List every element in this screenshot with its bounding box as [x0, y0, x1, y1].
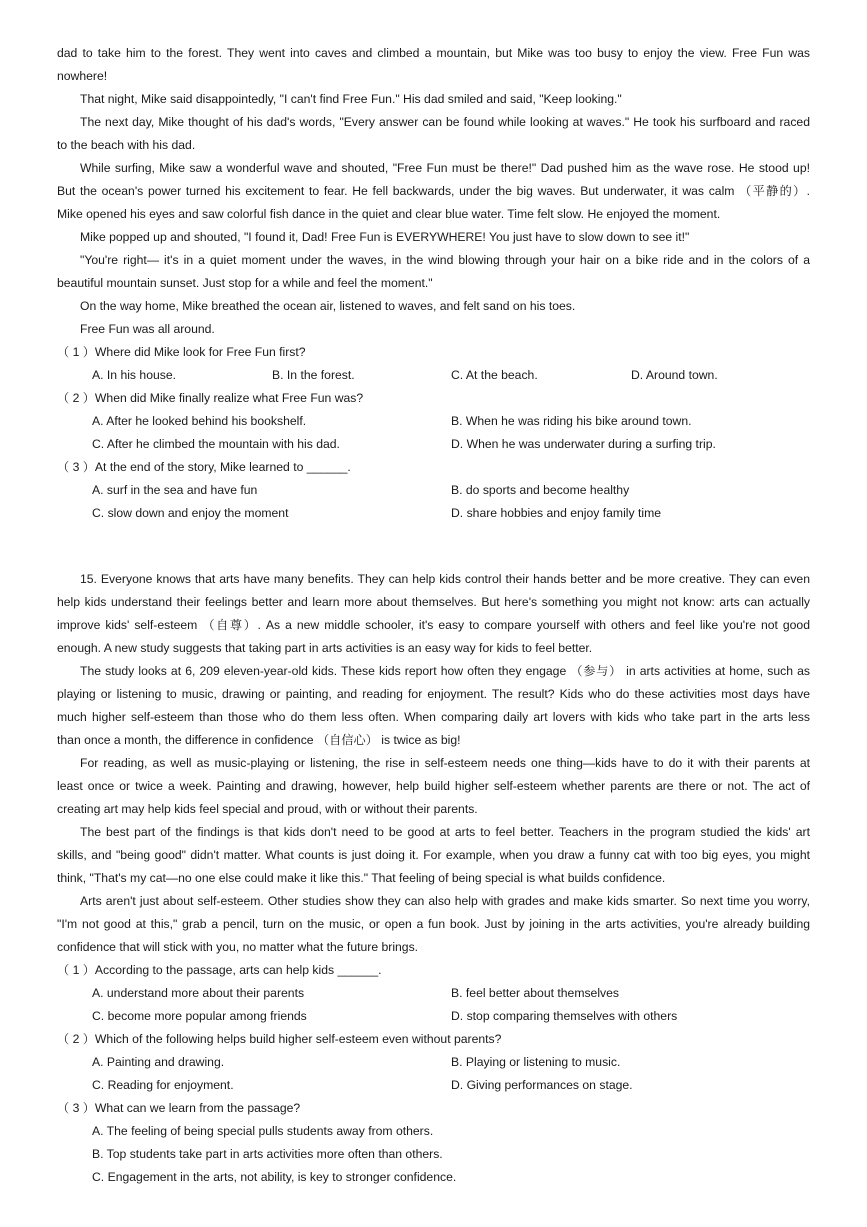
story-line: But the ocean's power turned his excitement to fear. He fell backwards, under the big waves. But underwater, it was calm （平静的）. — [57, 184, 810, 198]
passage-line: improve kids' self-esteem （自尊）. As a new middle schooler, it's easy to compare yourself with others and feel like you're not good — [57, 618, 810, 632]
passage-line: least once or twice a week. Painting and drawing, however, help build higher self-esteem whether parents are there or not. The act of — [57, 779, 810, 793]
question-stem: （ 2 ）When did Mike finally realize what Free Fun was? — [57, 391, 364, 405]
option-c[interactable]: C. slow down and enjoy the moment — [92, 506, 289, 520]
passage-line: The best part of the findings is that kids don't need to be good at arts to feel better. Teachers in the program studied the kids' art — [80, 825, 810, 839]
option-d[interactable]: D. When he was underwater during a surfing trip. — [451, 437, 716, 451]
option-d[interactable]: D. stop comparing themselves with others — [451, 1009, 678, 1023]
option-a[interactable]: A. In his house. — [92, 368, 177, 382]
passage-line: help kids understand their feelings better and learn more about themselves. But here's something you might not know: arts can actually — [57, 595, 810, 609]
story-line: That night, Mike said disappointedly, "I can't find Free Fun." His dad smiled and said, "Keep looking." — [80, 92, 622, 106]
option-c[interactable]: C. At the beach. — [451, 368, 538, 382]
story-line: On the way home, Mike breathed the ocean air, listened to waves, and felt sand on his toes. — [80, 299, 576, 313]
story-line: The next day, Mike thought of his dad's words, "Every answer can be found while looking at waves." He took his surfboard and raced — [80, 115, 810, 129]
option-b[interactable]: B. Playing or listening to music. — [451, 1055, 621, 1069]
passage-line: playing or listening to music, drawing or painting, and reading for enjoyment. The result? Kids who do these activities most days have — [57, 687, 810, 701]
passage-line: Arts aren't just about self-esteem. Other studies show they can also help with grades and make kids smarter. So next time you worry, — [80, 894, 810, 908]
option-a[interactable]: A. understand more about their parents — [92, 986, 305, 1000]
passage-line: than once a month, the difference in confidence （自信心） is twice as big! — [57, 733, 461, 747]
option-c[interactable]: C. Reading for enjoyment. — [92, 1078, 234, 1092]
question-stem: （ 3 ）What can we learn from the passage? — [57, 1101, 301, 1115]
story-line: Mike opened his eyes and saw colorful fish dance in the quiet and clear blue water. Time felt slow. He enjoyed the moment. — [57, 207, 721, 221]
option-a[interactable]: A. After he looked behind his bookshelf. — [92, 414, 307, 428]
option-b[interactable]: B. In the forest. — [272, 368, 355, 382]
passage-line: The study looks at 6, 209 eleven-year-old kids. These kids report how often they engage （参与） in arts activities at home, such as — [80, 664, 810, 678]
passage-line: "I'm not good at this," grab a pencil, turn on the music, or open a fun book. Just by joining in the arts activities, you're already building — [57, 917, 810, 931]
story-line: While surfing, Mike saw a wonderful wave and shouted, "Free Fun must be there!" Dad pushed him as the wave rose. He stood up! — [80, 161, 810, 175]
option-b[interactable]: B. Top students take part in arts activities more often than others. — [92, 1147, 443, 1161]
passage-line: confidence that will stick with you, no matter what the future brings. — [57, 940, 419, 954]
option-d[interactable]: D. share hobbies and enjoy family time — [451, 506, 662, 520]
option-c[interactable]: C. become more popular among friends — [92, 1009, 307, 1023]
option-d[interactable]: D. Giving performances on stage. — [451, 1078, 633, 1092]
passage-line: much higher self-esteem than those who do them less often. When comparing daily art lovers with kids who take part in the arts less — [57, 710, 810, 724]
story-line: dad to take him to the forest. They went into caves and climbed a mountain, but Mike was too busy to enjoy the view. Free Fun was — [57, 46, 810, 60]
question-stem: （ 3 ）At the end of the story, Mike learned to ______. — [57, 460, 351, 474]
passage-line: enough. A new study suggests that taking part in arts activities is an easy way for kids to feel better. — [57, 641, 593, 655]
story-line: nowhere! — [57, 69, 108, 83]
question-stem: （ 1 ）Where did Mike look for Free Fun first? — [57, 345, 306, 359]
option-d[interactable]: D. Around town. — [631, 368, 718, 382]
option-a[interactable]: A. The feeling of being special pulls students away from others. — [92, 1124, 434, 1138]
story-line: "You're right— it's in a quiet moment under the waves, in the wind blowing through your hair on a bike ride and in the colors of a — [80, 253, 810, 267]
option-b[interactable]: B. When he was riding his bike around town. — [451, 414, 692, 428]
passage-line: think, "That's my cat—no one else could make it like this." That feeling of being special is what builds confidence. — [57, 871, 666, 885]
story-line: to the beach with his dad. — [57, 138, 196, 152]
option-b[interactable]: B. do sports and become healthy — [451, 483, 630, 497]
option-c[interactable]: C. After he climbed the mountain with his dad. — [92, 437, 340, 451]
option-a[interactable]: A. surf in the sea and have fun — [92, 483, 258, 497]
option-c[interactable]: C. Engagement in the arts, not ability, is key to stronger confidence. — [92, 1170, 457, 1184]
passage-line: For reading, as well as music-playing or listening, the rise in self-esteem needs one thing—kids have to do it with their parents at — [80, 756, 810, 770]
story-line: Mike popped up and shouted, "I found it, Dad! Free Fun is EVERYWHERE! You just have to slow down to see it!" — [80, 230, 690, 244]
option-a[interactable]: A. Painting and drawing. — [92, 1055, 225, 1069]
passage-line: 15. Everyone knows that arts have many benefits. They can help kids control their hands better and be more creative. They can even — [80, 572, 810, 586]
story-line: beautiful mountain sunset. Just stop for a while and feel the moment." — [57, 276, 433, 290]
story-line: Free Fun was all around. — [80, 322, 215, 336]
passage-line: creating art may help kids feel special and proud, with or without their parents. — [57, 802, 478, 816]
question-stem: （ 2 ）Which of the following helps build higher self-esteem even without parents? — [57, 1032, 502, 1046]
passage-line: skills, and "being good" didn't matter. What counts is just doing it. For example, when you draw a funny cat with too big eyes, you might — [57, 848, 810, 862]
option-b[interactable]: B. feel better about themselves — [451, 986, 620, 1000]
question-stem: （ 1 ）According to the passage, arts can help kids ______. — [57, 963, 382, 977]
